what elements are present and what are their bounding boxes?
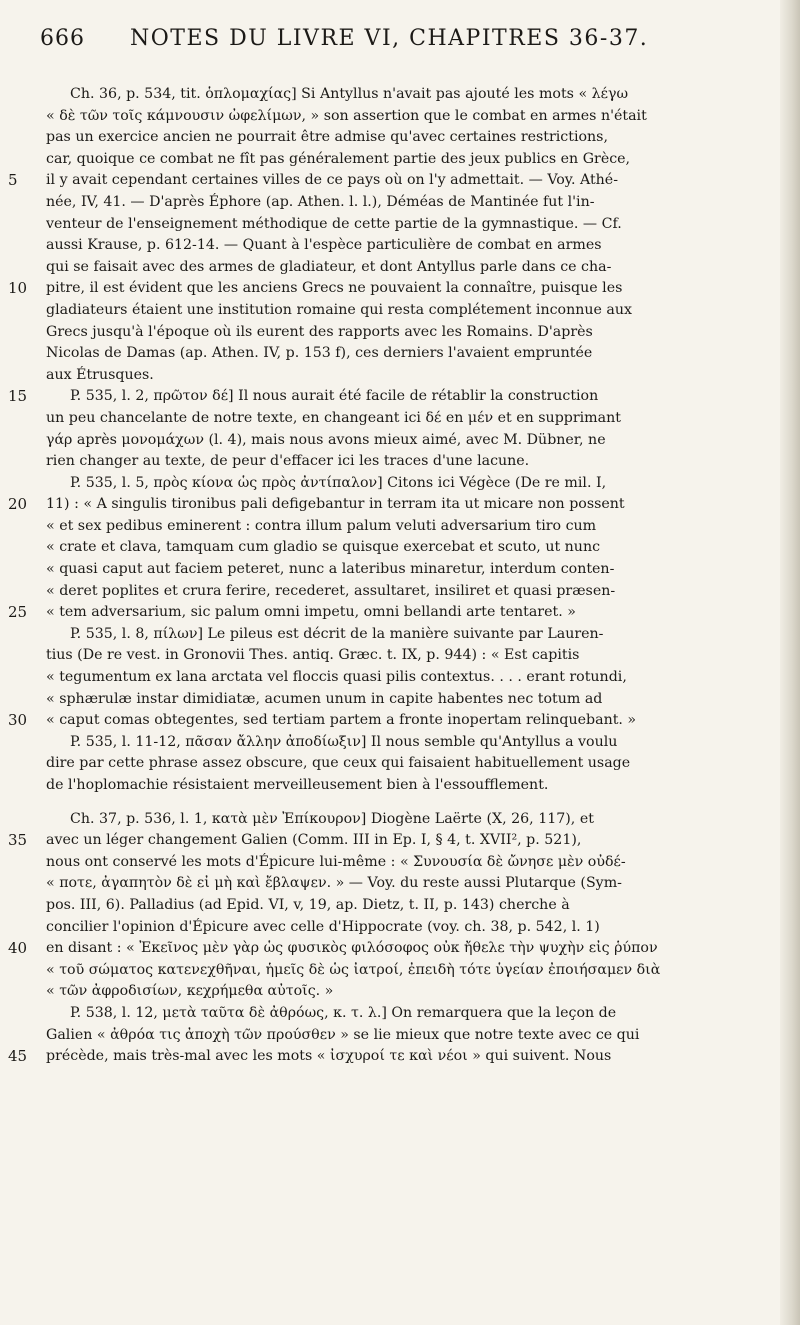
text-line [0, 895, 780, 917]
text-line [0, 451, 780, 473]
line-text: Galien « ἀθρόα τις ἀποχὴ τῶν προύσθεν » se lie mieux que notre texte avec ce qui [46, 1026, 640, 1043]
line-text: « crate et clava, tamquam cum gladio se quisque exercebat et scuto, ut nunc [46, 539, 601, 556]
line-number: 40 [8, 939, 28, 958]
line-text: tius (De re vest. in Gronovii Thes. antiq. Græc. t. IX, p. 944) : « Est capitis [46, 647, 580, 664]
text-line [0, 710, 780, 732]
text-line [0, 192, 780, 214]
text-line [0, 775, 780, 797]
line-number: 10 [8, 279, 28, 298]
text-line [0, 732, 780, 754]
line-text: de l'hoplomachie résistaient merveilleusement bien à l'essoufflement. [46, 777, 549, 793]
line-text: dire par cette phrase assez obscure, que ceux qui faisaient habituellement usage [46, 755, 631, 772]
line-text: « deret poplites et crura ferire, recederet, assultaret, insiliret et quasi præsen- [46, 582, 616, 599]
line-text: concilier l'opinion d'Épicure avec celle d'Hippocrate (voy. ch. 38, p. 542, l. 1) [46, 918, 600, 935]
line-number: 5 [8, 171, 18, 190]
text-line [0, 343, 780, 365]
line-text: « tegumentum ex lana arctata vel floccis quasi pilis contextus. . . . erant rotundi, [46, 669, 627, 686]
line-number: 20 [8, 495, 28, 514]
line-text: « ποτε, ἀγαπητὸν δὲ εἰ μὴ καὶ ἔβλαψεν. » — Voy. du reste aussi Plutarque (Sym- [46, 875, 622, 892]
text-line [0, 873, 780, 895]
line-text: aussi Krause, p. 612-14. — Quant à l'espèce particulière de combat en armes [46, 237, 602, 254]
text-line [0, 852, 780, 874]
text-line [0, 1046, 780, 1068]
line-text: γάρ après μονομάχων (l. 4), mais nous avons mieux aimé, avec M. Dübner, ne [46, 431, 606, 448]
line-text: « τοῦ σώματος κατενεχθῆναι, ἡμεῖς δὲ ὡς ἰατροί, ἐπειδὴ τότε ὑγείαν ἐποιήσαμεν διὰ [46, 961, 661, 978]
text-line [0, 214, 780, 236]
line-text: Grecs jusqu'à l'époque où ils eurent des rapports avec les Romains. D'après [46, 323, 593, 340]
line-text: rien changer au texte, de peur d'effacer ici les traces d'une lacune. [46, 453, 530, 470]
text-line [0, 559, 780, 581]
text-line [0, 473, 780, 495]
section-gap [0, 797, 780, 809]
line-text: « quasi caput aut faciem peteret, nunc a lateribus minaretur, interdum conten- [46, 561, 615, 578]
text-line [0, 624, 780, 646]
line-text: « caput comas obtegentes, sed tertiam partem a fronte inopertam relinquebant. » [46, 712, 637, 729]
text-line [0, 386, 780, 408]
text-line [0, 278, 780, 300]
text-line [0, 645, 780, 667]
text-line [0, 516, 780, 538]
text-line [0, 689, 780, 711]
line-text: il y avait cependant certaines villes de ce pays où on l'y admettait. — Voy. Athé- [46, 172, 618, 189]
text-line [0, 84, 780, 106]
page-header [40, 26, 780, 56]
line-text: qui se faisait avec des armes de gladiateur, et dont Antyllus parle dans ce cha- [46, 258, 612, 275]
line-text: « δὲ τῶν τοῖς κάμνουσιν ὠφελίμων, » son assertion que le combat en armes n'était [46, 107, 647, 124]
text-line [0, 753, 780, 775]
text-line [0, 537, 780, 559]
text-line [0, 667, 780, 689]
text-line [0, 981, 780, 1003]
line-text: précède, mais très-mal avec les mots « ἰσχυροί τε καὶ νέοι » qui suivent. Nous [46, 1048, 612, 1065]
line-text: pas un exercice ancien ne pourrait être admise qu'avec certaines restrictions, [46, 129, 608, 146]
text-line [0, 1003, 780, 1025]
line-text: « tem adversarium, sic palum omni impetu, omni bellandi arte tentaret. » [46, 604, 576, 621]
line-text: aux Étrusques. [46, 366, 154, 383]
page-edge [780, 0, 800, 1325]
line-text: P. 535, l. 2, πρῶτον δέ] Il nous aurait été facile de rétablir la construction [70, 388, 599, 405]
line-number: 30 [8, 711, 28, 730]
line-text: gladiateurs étaient une institution romaine qui resta complétement inconnue aux [46, 301, 632, 318]
text-line [0, 430, 780, 452]
line-text: P. 535, l. 8, πίλων] Le pileus est décrit de la manière suivante par Lauren- [70, 625, 604, 642]
line-number: 35 [8, 831, 28, 850]
line-number: 45 [8, 1047, 28, 1066]
line-text: « τῶν ἀφροδισίων, κεχρήμεθα αὐτοῖς. » [46, 983, 334, 1000]
page-number: 666 [40, 26, 85, 51]
line-text: venteur de l'enseignement méthodique de cette partie de la gymnastique. — Cf. [46, 215, 622, 232]
text-line [0, 1025, 780, 1047]
text-line [0, 170, 780, 192]
line-text: nous ont conservé les mots d'Épicure lui-même : « Συνουσία δὲ ὤνησε μὲν οὐδέ- [46, 853, 626, 870]
text-line [0, 235, 780, 257]
running-head: NOTES DU LIVRE VI, CHAPITRES 36-37. [130, 26, 649, 51]
text-line [0, 602, 780, 624]
text-line [0, 581, 780, 603]
text-line [0, 365, 780, 387]
line-text: « et sex pedibus eminerent : contra illum palum veluti adversarium tiro cum [46, 517, 597, 534]
text-line [0, 917, 780, 939]
text-line [0, 127, 780, 149]
line-text: P. 535, l. 11-12, πᾶσαν ἄλλην ἀποδίωξιν] Il nous semble qu'Antyllus a voulu [70, 733, 618, 750]
line-text: Nicolas de Damas (ap. Athen. IV, p. 153 f), ces derniers l'avaient empruntée [46, 345, 593, 362]
text-line [0, 149, 780, 171]
text-line [0, 809, 780, 831]
text-line [0, 322, 780, 344]
line-text: « sphærulæ instar dimidiatæ, acumen unum in capite habentes nec totum ad [46, 690, 603, 707]
line-text: car, quoique ce combat ne fît pas généralement partie des jeux publics en Grèce, [46, 150, 631, 167]
line-text: 11) : « A singulis tironibus pali defigebantur in terram ita ut micare non possent [46, 496, 625, 513]
line-text: P. 535, l. 5, πρὸς κίονα ὡς πρὸς ἀντίπαλον] Citons ici Végèce (De re mil. I, [70, 474, 607, 491]
notes-body [0, 84, 780, 1068]
line-number: 15 [8, 387, 28, 406]
text-line [0, 408, 780, 430]
text-line [0, 494, 780, 516]
line-text: pitre, il est évident que les anciens Grecs ne pouvaient la connaître, puisque les [46, 280, 623, 297]
line-number: 25 [8, 603, 28, 622]
line-text: Ch. 37, p. 536, l. 1, κατὰ μὲν Ἐπίκουρον] Diogène Laërte (X, 26, 117), et [70, 810, 594, 827]
line-text: née, IV, 41. — D'après Éphore (ap. Athen. l. l.), Déméas de Mantinée fut l'in- [46, 193, 595, 210]
line-text: avec un léger changement Galien (Comm. III in Ep. I, § 4, t. XVII², p. 521), [46, 832, 582, 849]
line-text: Ch. 36, p. 534, tit. ὁπλομαχίας] Si Antyllus n'avait pas ajouté les mots « λέγω [70, 86, 629, 102]
text-line [0, 106, 780, 128]
line-text: un peu chancelante de notre texte, en changeant ici δέ en μέν et en supprimant [46, 409, 621, 426]
text-line [0, 830, 780, 852]
line-text: P. 538, l. 12, μετὰ ταῦτα δὲ ἀθρόως, κ. τ. λ.] On remarquera que la leçon de [70, 1004, 617, 1021]
line-text: en disant : « Ἐκεῖνος μὲν γὰρ ὡς φυσικὸς φιλόσοφος οὐκ ἤθελε τὴν ψυχὴν εἰς ῥύπον [46, 940, 658, 957]
text-line [0, 938, 780, 960]
text-line [0, 300, 780, 322]
line-text: pos. III, 6). Palladius (ad Epid. VI, v, 19, ap. Dietz, t. II, p. 143) cherche à [46, 896, 570, 913]
text-line [0, 960, 780, 982]
text-line [0, 257, 780, 279]
